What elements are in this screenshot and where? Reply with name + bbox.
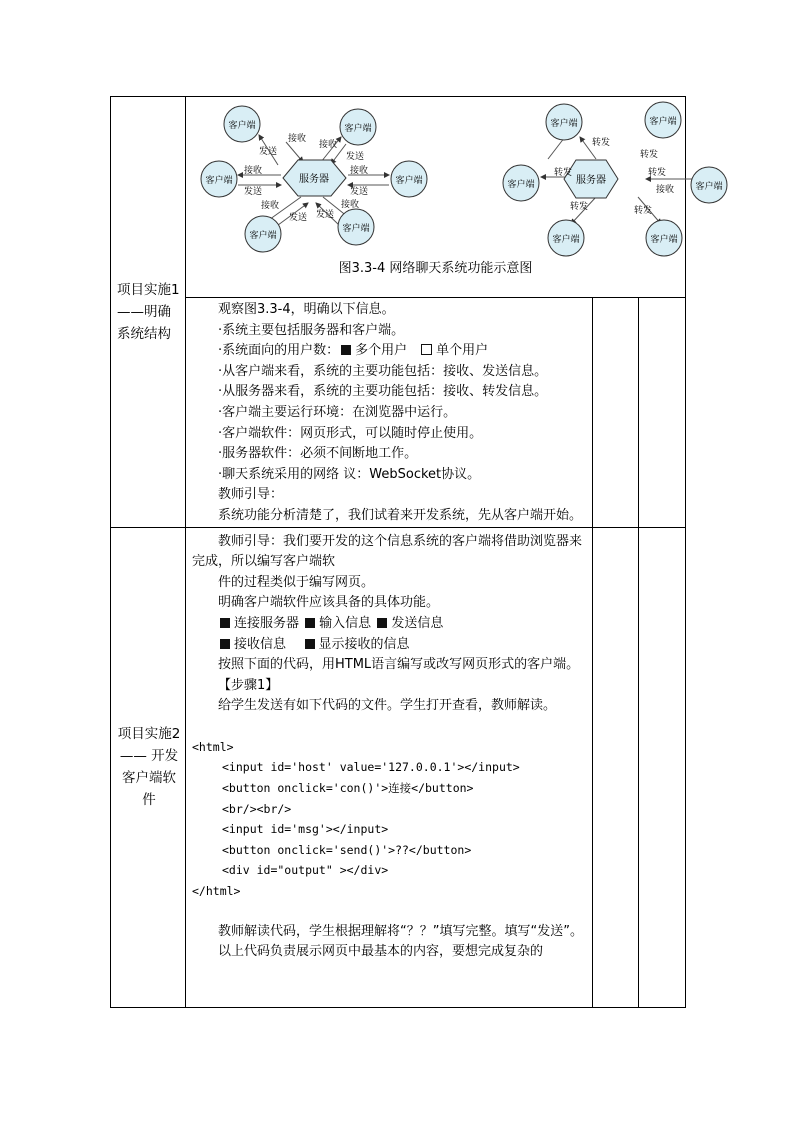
observation-content xyxy=(186,298,593,528)
empty-cell xyxy=(593,298,639,528)
arrow-label: 发送 xyxy=(259,147,278,157)
feature-item: 发送信息 xyxy=(391,615,444,631)
code-line: <button onclick='con()'>连接</button> xyxy=(222,781,474,796)
arrow-label: 转发 xyxy=(634,206,653,216)
step-heading: 【步骤1】 xyxy=(218,677,279,693)
bullet-item: ·聊天系统采用的网络 议：WebSocket协议。 xyxy=(218,466,481,482)
code-block xyxy=(192,737,588,902)
bullet-square-icon xyxy=(377,618,387,628)
right-client-label: 客户端 xyxy=(552,235,580,245)
row3-label xyxy=(111,527,186,1007)
left-nodes xyxy=(201,106,427,252)
bullet-square-icon xyxy=(220,639,230,649)
arrow-label: 转发 xyxy=(592,138,611,148)
guide-title: 教师引导： xyxy=(218,487,284,503)
right-server-label: 服务器 xyxy=(576,175,606,186)
guide-text: 系统功能分析清楚了，我们试着来开发系统，先从客户端开始。 xyxy=(218,507,583,523)
empty-cell xyxy=(593,527,639,1007)
code-line: <html> xyxy=(192,739,234,754)
lesson-table xyxy=(110,96,723,1008)
left-client-label: 客户端 xyxy=(342,224,370,234)
arrow-label: 转发 xyxy=(648,168,667,178)
bullet-item: ·从服务器来看，系统的主要功能包括：接收、转发信息。 xyxy=(218,384,548,400)
arrow-label: 接收 xyxy=(261,201,280,211)
row3-label-text: 项目实施2—— 开发客户端软件 xyxy=(117,726,181,809)
empty-cell xyxy=(639,527,686,1007)
bullet-item: ·服务器软件：必须不间断地工作。 xyxy=(218,446,418,462)
option-single-user: 单个用户 xyxy=(436,343,489,359)
closing-paragraph: 以上代码负责展示网页中最基本的内容，要想完成复杂的 xyxy=(218,944,544,960)
bullet-item: ·客户端主要运行环境：在浏览器中运行。 xyxy=(218,404,457,420)
bullet-item-users xyxy=(192,341,588,362)
bullet-text: ·系统面向的用户数： xyxy=(218,343,340,359)
option-multi-user: 多个用户 xyxy=(355,343,408,359)
code-line: <button onclick='send()'>??</button> xyxy=(222,842,472,857)
bullet-square-icon xyxy=(220,618,230,628)
feature-item: 输入信息 xyxy=(319,615,372,631)
row-project-2 xyxy=(111,527,686,1007)
row1-label-text: 项目实施1——明确系统结构 xyxy=(117,281,180,342)
left-client-label: 客户端 xyxy=(228,121,256,131)
arrow-label: 接收 xyxy=(656,185,675,195)
left-client-label: 客户端 xyxy=(344,124,372,134)
arrow-label: 接收 xyxy=(341,200,360,210)
right-client-label: 客户端 xyxy=(507,180,535,190)
left-server-label: 服务器 xyxy=(299,174,329,185)
bullet-square-icon xyxy=(305,639,315,649)
bullet-item: ·客户端软件：网页形式，可以随时停止使用。 xyxy=(218,425,483,441)
unchecked-box-icon xyxy=(421,344,432,355)
guide-paragraph: 教师引导：我们要开发的这个信息系统的客户端将借助浏览器来完成，所以编写客户端软 xyxy=(192,533,583,570)
row-observation xyxy=(111,298,686,528)
arrow-label: 接收 xyxy=(244,166,263,176)
feature-item: 显示接收的信息 xyxy=(318,636,410,652)
code-line: <br/><br/> xyxy=(222,801,292,816)
arrow-label: 发送 xyxy=(244,187,263,197)
code-line: <input id='host' value='127.0.0.1'></input> xyxy=(222,760,520,775)
right-client-label: 客户端 xyxy=(650,235,678,245)
arrow-label: 转发 xyxy=(554,168,573,178)
figure-cell xyxy=(186,97,723,298)
arrow-label: 接收 xyxy=(288,134,307,144)
code-line: <div id="output" ></div> xyxy=(222,863,389,878)
spacer xyxy=(192,902,588,922)
row-project-1 xyxy=(111,97,686,298)
figure-caption: 图3.3-4 网络聊天系统功能示意图 xyxy=(338,261,533,276)
left-client-label: 客户端 xyxy=(205,176,233,186)
features-line-2 xyxy=(192,635,588,656)
arrow-label: 发送 xyxy=(350,187,369,197)
left-client-label: 客户端 xyxy=(249,231,277,241)
row1-label xyxy=(111,97,186,528)
arrow-label: 接收 xyxy=(319,140,338,150)
right-client-label: 客户端 xyxy=(550,119,578,129)
feature-item: 接收信息 xyxy=(234,636,287,652)
intro-text: 观察图3.3-4，明确以下信息。 xyxy=(218,302,395,317)
features-intro: 明确客户端软件应该具备的具体功能。 xyxy=(218,595,440,611)
code-line: </html> xyxy=(192,884,241,899)
right-nodes xyxy=(503,102,727,256)
instruction-paragraph: 按照下面的代码，用HTML语言编写或改写网页形式的客户端。 xyxy=(218,657,580,673)
bullet-item: ·系统主要包括服务器和客户端。 xyxy=(218,322,405,338)
arrow-label: 发送 xyxy=(289,213,308,223)
arrow-label: 转发 xyxy=(640,150,659,160)
empty-cell xyxy=(639,298,686,528)
guide-paragraph-cont: 件的过程类似于编写网页。 xyxy=(218,574,375,590)
arrow-label: 发送 xyxy=(316,210,335,220)
code-line: <input id='msg'></input> xyxy=(222,822,389,837)
explain-paragraph: 教师解读代码，学生根据理解将“？？”填写完整。填写“发送”。 xyxy=(218,923,583,939)
right-client-label: 客户端 xyxy=(695,182,723,192)
bullet-square-icon xyxy=(305,618,315,628)
bullet-item: ·从客户端来看，系统的主要功能包括：接收、发送信息。 xyxy=(218,363,548,379)
features-line-1 xyxy=(192,614,588,635)
right-client-label: 客户端 xyxy=(649,117,677,127)
checked-box-icon xyxy=(341,345,351,355)
spacer xyxy=(192,717,588,737)
arrow-label: 发送 xyxy=(346,152,365,162)
step-paragraph: 给学生发送有如下代码的文件。学生打开查看，教师解读。 xyxy=(218,698,557,714)
arrow-label: 转发 xyxy=(570,202,589,212)
arrow-label: 接收 xyxy=(350,166,369,176)
develop-content xyxy=(186,527,593,1007)
left-client-label: 客户端 xyxy=(395,176,423,186)
feature-item: 连接服务器 xyxy=(234,615,300,631)
